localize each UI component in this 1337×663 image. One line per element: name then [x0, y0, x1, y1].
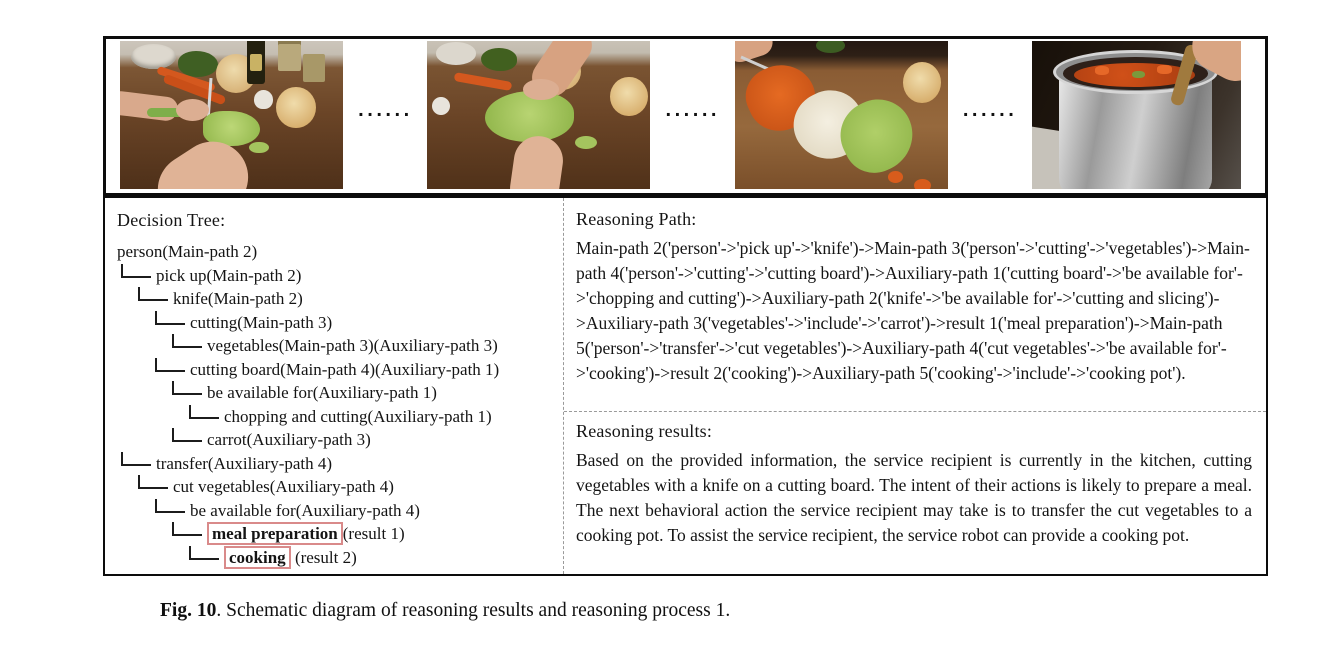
figure-caption — [160, 600, 730, 622]
bowl-shape — [131, 44, 176, 69]
carrot-chunk-shape — [1157, 65, 1172, 74]
tree-node-label: be available for(Auxiliary-path 1) — [207, 383, 437, 402]
carrot-shape — [454, 72, 513, 91]
bowl-shape — [436, 42, 476, 64]
tree-node — [117, 522, 557, 546]
tree-node-label: cut vegetables(Auxiliary-path 4) — [173, 477, 394, 496]
tree-node — [117, 475, 557, 499]
tree-node — [117, 428, 557, 452]
arm-shape — [120, 90, 179, 122]
reasoning-column — [564, 198, 1266, 574]
tree-node-label: (result 2) — [290, 547, 357, 567]
reasoning-path-title: Reasoning Path: — [576, 209, 697, 229]
figure-caption-text: . Schematic diagram of reasoning results and reasoning process 1. — [216, 600, 731, 621]
celery-bits-shape — [575, 136, 597, 149]
carrot-slice-shape — [914, 179, 931, 189]
tree-node-label: person(Main-path 2) — [117, 242, 258, 261]
herbs-shape — [481, 48, 517, 70]
tree-node — [117, 334, 557, 358]
tree-branch-connector — [155, 358, 185, 372]
decision-tree — [117, 240, 557, 569]
tree-node — [117, 499, 557, 523]
frame-gathering-chopped-celery — [427, 41, 650, 189]
ellipsis-separator: ...... — [357, 101, 413, 120]
tree-node-label: (result 1) — [342, 524, 405, 543]
can-shape — [278, 41, 300, 71]
garlic-shape — [254, 90, 273, 109]
tree-branch-connector — [138, 475, 168, 489]
herbs-shape — [178, 51, 218, 76]
decision-tree-section — [105, 198, 564, 574]
tree-node-label: transfer(Auxiliary-path 4) — [156, 453, 333, 473]
onion-shape — [276, 87, 316, 128]
garlic-shape — [432, 97, 450, 115]
frame-cutting-celery — [120, 41, 343, 189]
carrot-chunk-shape — [1095, 66, 1110, 75]
tree-branch-connector — [155, 499, 185, 513]
tree-node — [117, 264, 557, 288]
tree-node-label: chopping and cutting(Auxiliary-path 1) — [224, 406, 492, 426]
celery-chunk-shape — [1132, 71, 1145, 78]
chopped-celery-shape — [485, 91, 574, 141]
tree-node-label: carrot(Auxiliary-path 3) — [207, 430, 371, 449]
tree-node — [117, 311, 557, 335]
video-frames-strip — [103, 36, 1268, 196]
reasoning-path-text: Main-path 2('person'->'pick up'->'knife')->Main-path 3('person'->'cutting'->'vegetables')->Main-path 4('person'->'cutting'->'cutting board')->Auxiliary-path 1('cutting board'->'be available for'->'chopping and cutting')->Auxiliary-path 2('knife'->'be available for'->'cutting and slicing')->Auxiliary-path 3('vegetables'->'include'->'carrot')->result 1('meal preparation')->Main-path 5('person'->'transfer'->'cut vegetables')->Auxiliary-path 4('cut vegetables'->'be available for'->'cooking')->result 2('cooking')->Auxiliary-path 5('cooking'->'include'->'cooking pot'). — [576, 238, 1250, 383]
can-shape — [303, 54, 325, 82]
tree-node-label: knife(Main-path 2) — [173, 289, 303, 308]
tree-node — [117, 452, 557, 476]
reasoning-path-section — [564, 198, 1266, 412]
tree-branch-connector — [172, 334, 202, 348]
tree-node-label: cutting board(Main-path 4)(Auxiliary-path 1) — [190, 359, 500, 379]
tree-node-label: be available for(Auxiliary-path 4) — [190, 500, 420, 520]
tree-branch-connector — [172, 428, 202, 442]
figure-10 — [103, 36, 1268, 576]
tree-branch-connector — [155, 311, 185, 325]
carrot-slice-shape — [888, 171, 903, 183]
tree-node-label: pick up(Main-path 2) — [156, 265, 302, 285]
figure-caption-label: Fig. 10 — [160, 600, 217, 621]
tree-branch-connector — [138, 287, 168, 301]
reasoning-results-title: Reasoning results: — [576, 421, 713, 441]
tree-branch-connector — [189, 546, 219, 560]
reasoning-panel — [103, 195, 1268, 576]
tree-branch-connector — [189, 405, 219, 419]
result-highlight-box: meal preparation — [207, 522, 343, 545]
onion-shape — [903, 62, 941, 103]
tree-node — [117, 287, 557, 311]
tree-branch-connector — [121, 452, 151, 466]
tree-node-label: vegetables(Main-path 3)(Auxiliary-path 3) — [207, 336, 498, 355]
reasoning-results-section — [564, 412, 1266, 574]
tree-node — [117, 405, 557, 429]
reasoning-results-text: Based on the provided information, the service recipient is currently in the kitchen, cutting vegetables with a knife on a cutting board. The intent of their actions is likely to prepare a meal. The next behavioral action the service recipient may take is to transfer the cut vegetables to a cooking pot. To assist the service recipient, the service robot can provide a cooking pot. — [576, 450, 1252, 545]
tree-node — [117, 358, 557, 382]
tree-branch-connector — [172, 381, 202, 395]
tree-node — [117, 381, 557, 405]
tree-branch-connector — [172, 522, 202, 536]
frame-chopped-vegetable-piles — [735, 41, 948, 189]
tree-node — [117, 240, 557, 264]
result-highlight-box: cooking — [224, 546, 291, 569]
herbs-shape — [816, 41, 846, 53]
onion-shape — [610, 77, 648, 117]
celery-bits-shape — [249, 142, 269, 154]
tree-branch-connector — [121, 264, 151, 278]
decision-tree-title: Decision Tree: — [117, 210, 226, 230]
ellipsis-separator: ...... — [962, 101, 1018, 120]
hand-shape — [523, 79, 559, 100]
tree-node — [117, 546, 557, 570]
tree-node-label: cutting(Main-path 3) — [190, 312, 333, 332]
ellipsis-separator: ...... — [665, 101, 720, 120]
frame-stirring-cooking-pot — [1032, 41, 1241, 189]
bottle-label-shape — [250, 54, 262, 70]
